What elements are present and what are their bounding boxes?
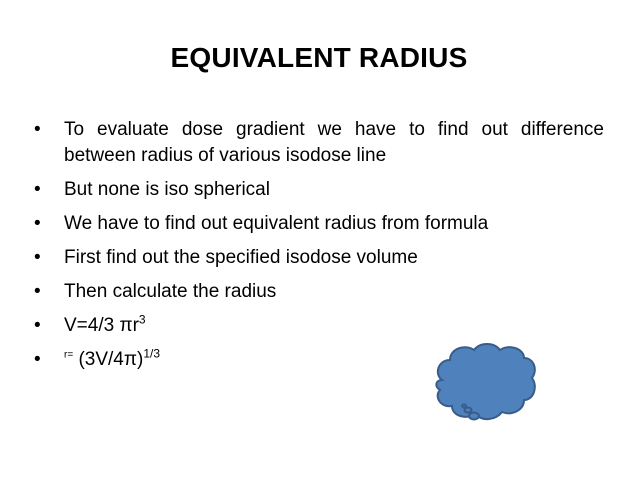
formula-radius-base: (3V/4π) [73,349,144,370]
bullet-item: • To evaluate dose gradient we have to find out difference between radius of various isodose line [34,117,604,169]
bullet-item: • We have to find out equivalent radius from formula [34,211,604,237]
bullet-item: • First find out the specified isodose volume [34,245,604,271]
cloud-shape-icon [432,340,540,424]
bullet-item: • Then calculate the radius [34,279,604,305]
bullet-formula-volume [34,313,604,339]
bullet-item: • But none is iso spherical [34,177,604,203]
formula-radius-exponent: 1/3 [143,346,160,361]
cloud-tail-large [469,413,479,420]
slide-title: EQUIVALENT RADIUS [170,42,468,73]
formula-volume-base: V=4/3 πr [64,315,139,336]
cloud-tail-small [462,405,466,408]
formula-radius-prefix: r= [64,349,74,361]
formula-volume-exponent: 3 [138,312,146,327]
cloud-body [436,344,534,419]
